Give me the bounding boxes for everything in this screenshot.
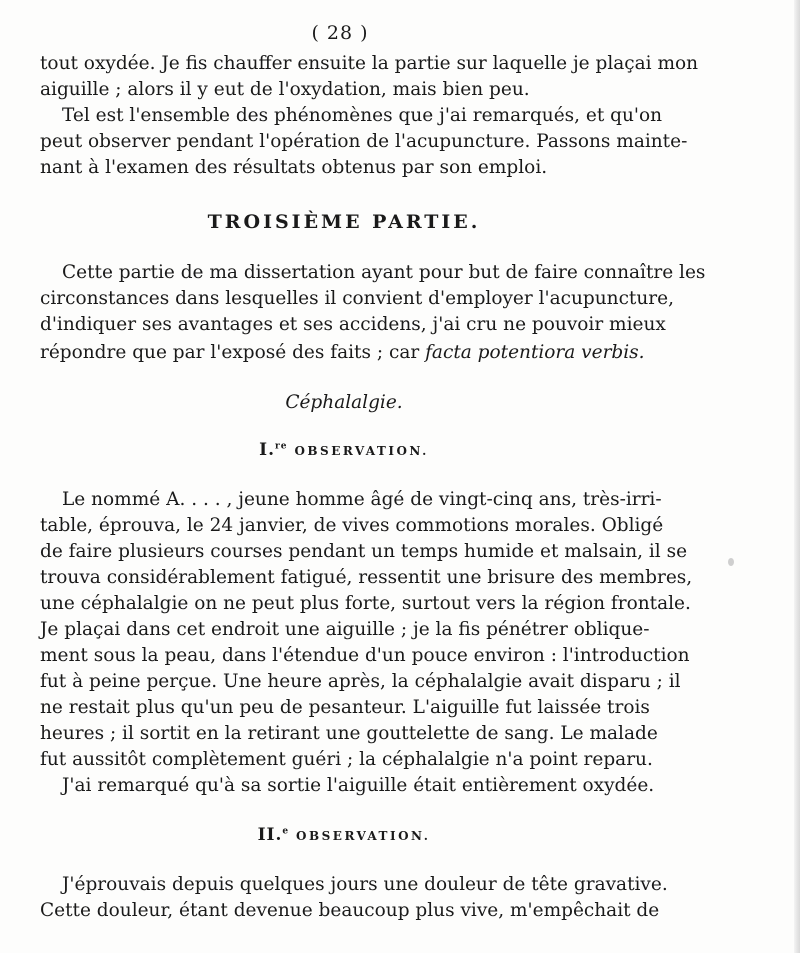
observation-numeral: I. xyxy=(259,440,276,460)
text-line xyxy=(40,340,648,366)
text-line: trouva considérablement fatigué, ressentit une brisure des membres, xyxy=(40,567,693,588)
observation-heading-1 xyxy=(0,440,688,460)
observation-ordinal: re xyxy=(275,441,288,452)
text-line: peut observer pendant l'opération de l'acupuncture. Passons mainte- xyxy=(40,131,688,152)
text-line: une céphalalgie on ne peut plus forte, surtout vers la région frontale. xyxy=(40,593,691,614)
text-line: aiguille ; alors il y eut de l'oxydation, mais bien peu. xyxy=(40,79,530,100)
observation-ordinal: e xyxy=(282,826,290,837)
text-line: ment sous la peau, dans l'étendue d'un pouce environ : l'introduction xyxy=(40,645,690,666)
observation-heading-2 xyxy=(0,825,688,845)
text-line: heures ; il sortit en la retirant une gouttelette de sang. Le malade xyxy=(40,723,658,744)
paper-speck xyxy=(728,558,734,566)
text-line: de faire plusieurs courses pendant un temps humide et malsain, il se xyxy=(40,541,688,562)
text-line: ne restait plus qu'un peu de pesanteur. L'aiguille fut laissée trois xyxy=(40,697,650,718)
observation-numeral: II. xyxy=(257,825,283,845)
text-line: tout oxydée. Je fis chauffer ensuite la partie sur laquelle je plaçai mon xyxy=(40,53,699,74)
text-line: Tel est l'ensemble des phénomènes que j'ai remarqués, et qu'on xyxy=(62,105,663,126)
observation-label: OBSERVATION. xyxy=(294,444,429,458)
text-line: nant à l'examen des résultats obtenus par son emploi. xyxy=(40,157,548,178)
text-line: Cette partie de ma dissertation ayant pour but de faire connaître les xyxy=(62,262,706,283)
text-line: Cette douleur, étant devenue beaucoup plus vive, m'empêchait de xyxy=(40,900,660,921)
observation-label: OBSERVATION. xyxy=(296,829,431,843)
text-line: Je plaçai dans cet endroit une aiguille ; je la fis pénétrer oblique- xyxy=(40,619,650,640)
text-line: d'indiquer ses avantages et ses accidens, j'ai cru ne pouvoir mieux xyxy=(40,314,666,335)
text-line: Le nommé A. . . . , jeune homme âgé de vingt-cinq ans, très-irri- xyxy=(62,489,662,510)
text-line: table, éprouva, le 24 janvier, de vives commotions morales. Obligé xyxy=(40,515,664,536)
page-number: ( 28 ) xyxy=(311,22,369,44)
text-line: J'éprouvais depuis quelques jours une douleur de tête gravative. xyxy=(62,874,668,895)
text-line: fut aussitôt complètement guéri ; la céphalalgie n'a point reparu. xyxy=(40,749,653,770)
text-line: circonstances dans lesquelles il convient d'employer l'acupuncture, xyxy=(40,288,674,309)
page-edge-shadow xyxy=(794,0,800,953)
text-line-start: répondre que par l'exposé des faits ; car xyxy=(40,342,426,363)
latin-quote: facta potentiora verbis. xyxy=(425,342,645,363)
text-line: J'ai remarqué qu'à sa sortie l'aiguille était entièrement oxydée. xyxy=(62,775,655,796)
part-title: TROISIÈME PARTIE. xyxy=(207,211,481,233)
text-line: fut à peine perçue. Une heure après, la céphalalgie avait disparu ; il xyxy=(40,671,681,692)
section-subject: Céphalalgie. xyxy=(285,392,403,413)
